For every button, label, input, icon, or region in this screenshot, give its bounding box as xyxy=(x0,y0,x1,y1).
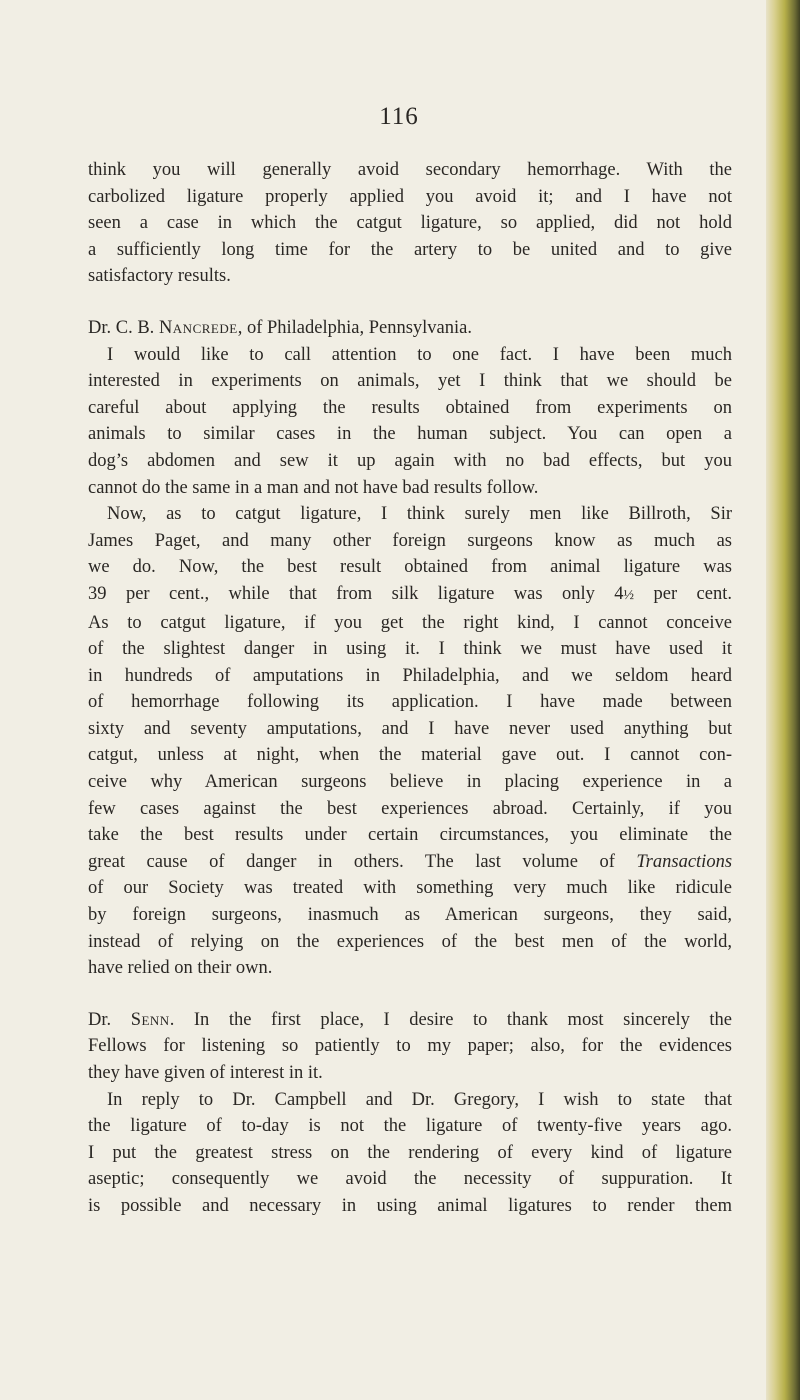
text-line: they have given of interest in it. xyxy=(88,1063,323,1083)
text-line: James Paget, and many other foreign surgeons know as much as xyxy=(88,530,732,551)
text-line: ceive why American surgeons believe in placing experience in a xyxy=(88,772,732,793)
body-text xyxy=(88,157,732,1220)
text-line: of hemorrhage following its application. I have made between xyxy=(88,692,732,713)
text-line: of our Society was treated with something very much like ridicule xyxy=(88,878,732,899)
line-segment: per cent. xyxy=(634,583,732,604)
text-line: careful about applying the results obtained from experiments on xyxy=(88,397,732,418)
speaker-name: Nancrede xyxy=(158,317,238,338)
speaker-line xyxy=(88,315,732,342)
text-line: Now, as to catgut ligature, I think surely men like Billroth, Sir xyxy=(107,504,732,525)
page-number: 116 xyxy=(379,103,419,130)
text-line xyxy=(88,849,732,876)
speaker-prefix: Dr. xyxy=(88,1009,112,1030)
text-line: aseptic; consequently we avoid the necessity of suppuration. It xyxy=(88,1169,732,1190)
speaker-line xyxy=(88,1007,732,1034)
text-line xyxy=(88,581,732,610)
text-line: instead of relying on the experiences of the best men of the world, xyxy=(88,931,732,952)
line-segment: . In the first place, I desire to thank most sincerely the xyxy=(169,1009,733,1030)
fraction: ½ xyxy=(623,587,635,603)
text-line: dog’s abdomen and sew it up again with no bad effects, but you xyxy=(88,450,732,471)
text-line: Fellows for listening so patiently to my paper; also, for the evidences xyxy=(88,1036,732,1057)
journal-title: Transactions xyxy=(636,851,733,872)
page-edge-shadow xyxy=(766,0,800,1400)
text-line: carbolized ligature properly applied you avoid it; and I have not xyxy=(88,186,732,207)
speaker-name: Senn xyxy=(130,1009,170,1030)
text-line: In reply to Dr. Campbell and Dr. Gregory, I wish to state that xyxy=(107,1089,732,1110)
text-line: is possible and necessary in using animal ligatures to render them xyxy=(88,1195,732,1216)
line-segment: 39 per cent., while that from silk ligature was only 4 xyxy=(88,583,624,604)
text-line: I put the greatest stress on the rendering of every kind of ligature xyxy=(88,1142,732,1163)
speaker-affiliation: , of Philadelphia, Pennsylvania. xyxy=(237,317,472,338)
text-line: think you will generally avoid secondary hemorrhage. With the xyxy=(88,160,732,180)
text-line: few cases against the best experiences abroad. Certainly, if you xyxy=(88,798,732,819)
text-line: interested in experiments on animals, yet I think that we should be xyxy=(88,371,732,392)
text-line: a sufficiently long time for the artery to be united and to give xyxy=(88,239,732,260)
text-line: seen a case in which the catgut ligature, so applied, did not hold xyxy=(88,213,732,234)
text-line: cannot do the same in a man and not have bad results follow. xyxy=(88,477,539,498)
text-line: satisfactory results. xyxy=(88,266,231,287)
text-line: have relied on their own. xyxy=(88,958,273,979)
text-line: in hundreds of amputations in Philadelphia, and we seldom heard xyxy=(88,665,732,686)
text-line: catgut, unless at night, when the material gave out. I cannot con- xyxy=(88,745,732,766)
text-line: sixty and seventy amputations, and I have never used anything but xyxy=(88,718,732,739)
speaker-prefix: Dr. C. B. xyxy=(88,317,155,338)
text-line: take the best results under certain circumstances, you eliminate the xyxy=(88,825,732,846)
text-line: we do. Now, the best result obtained from animal ligature was xyxy=(88,557,732,578)
text-line: animals to similar cases in the human subject. You can open a xyxy=(88,424,732,445)
text-line: by foreign surgeons, inasmuch as American surgeons, they said, xyxy=(88,905,732,926)
text-line: As to catgut ligature, if you get the right kind, I cannot conceive xyxy=(88,612,732,633)
line-segment: great cause of danger in others. The last volume of xyxy=(88,851,615,872)
text-line: the ligature of to-day is not the ligature of twenty-five years ago. xyxy=(88,1116,732,1137)
text-line: I would like to call attention to one fact. I have been much xyxy=(107,344,732,365)
text-line: of the slightest danger in using it. I think we must have used it xyxy=(88,639,732,660)
